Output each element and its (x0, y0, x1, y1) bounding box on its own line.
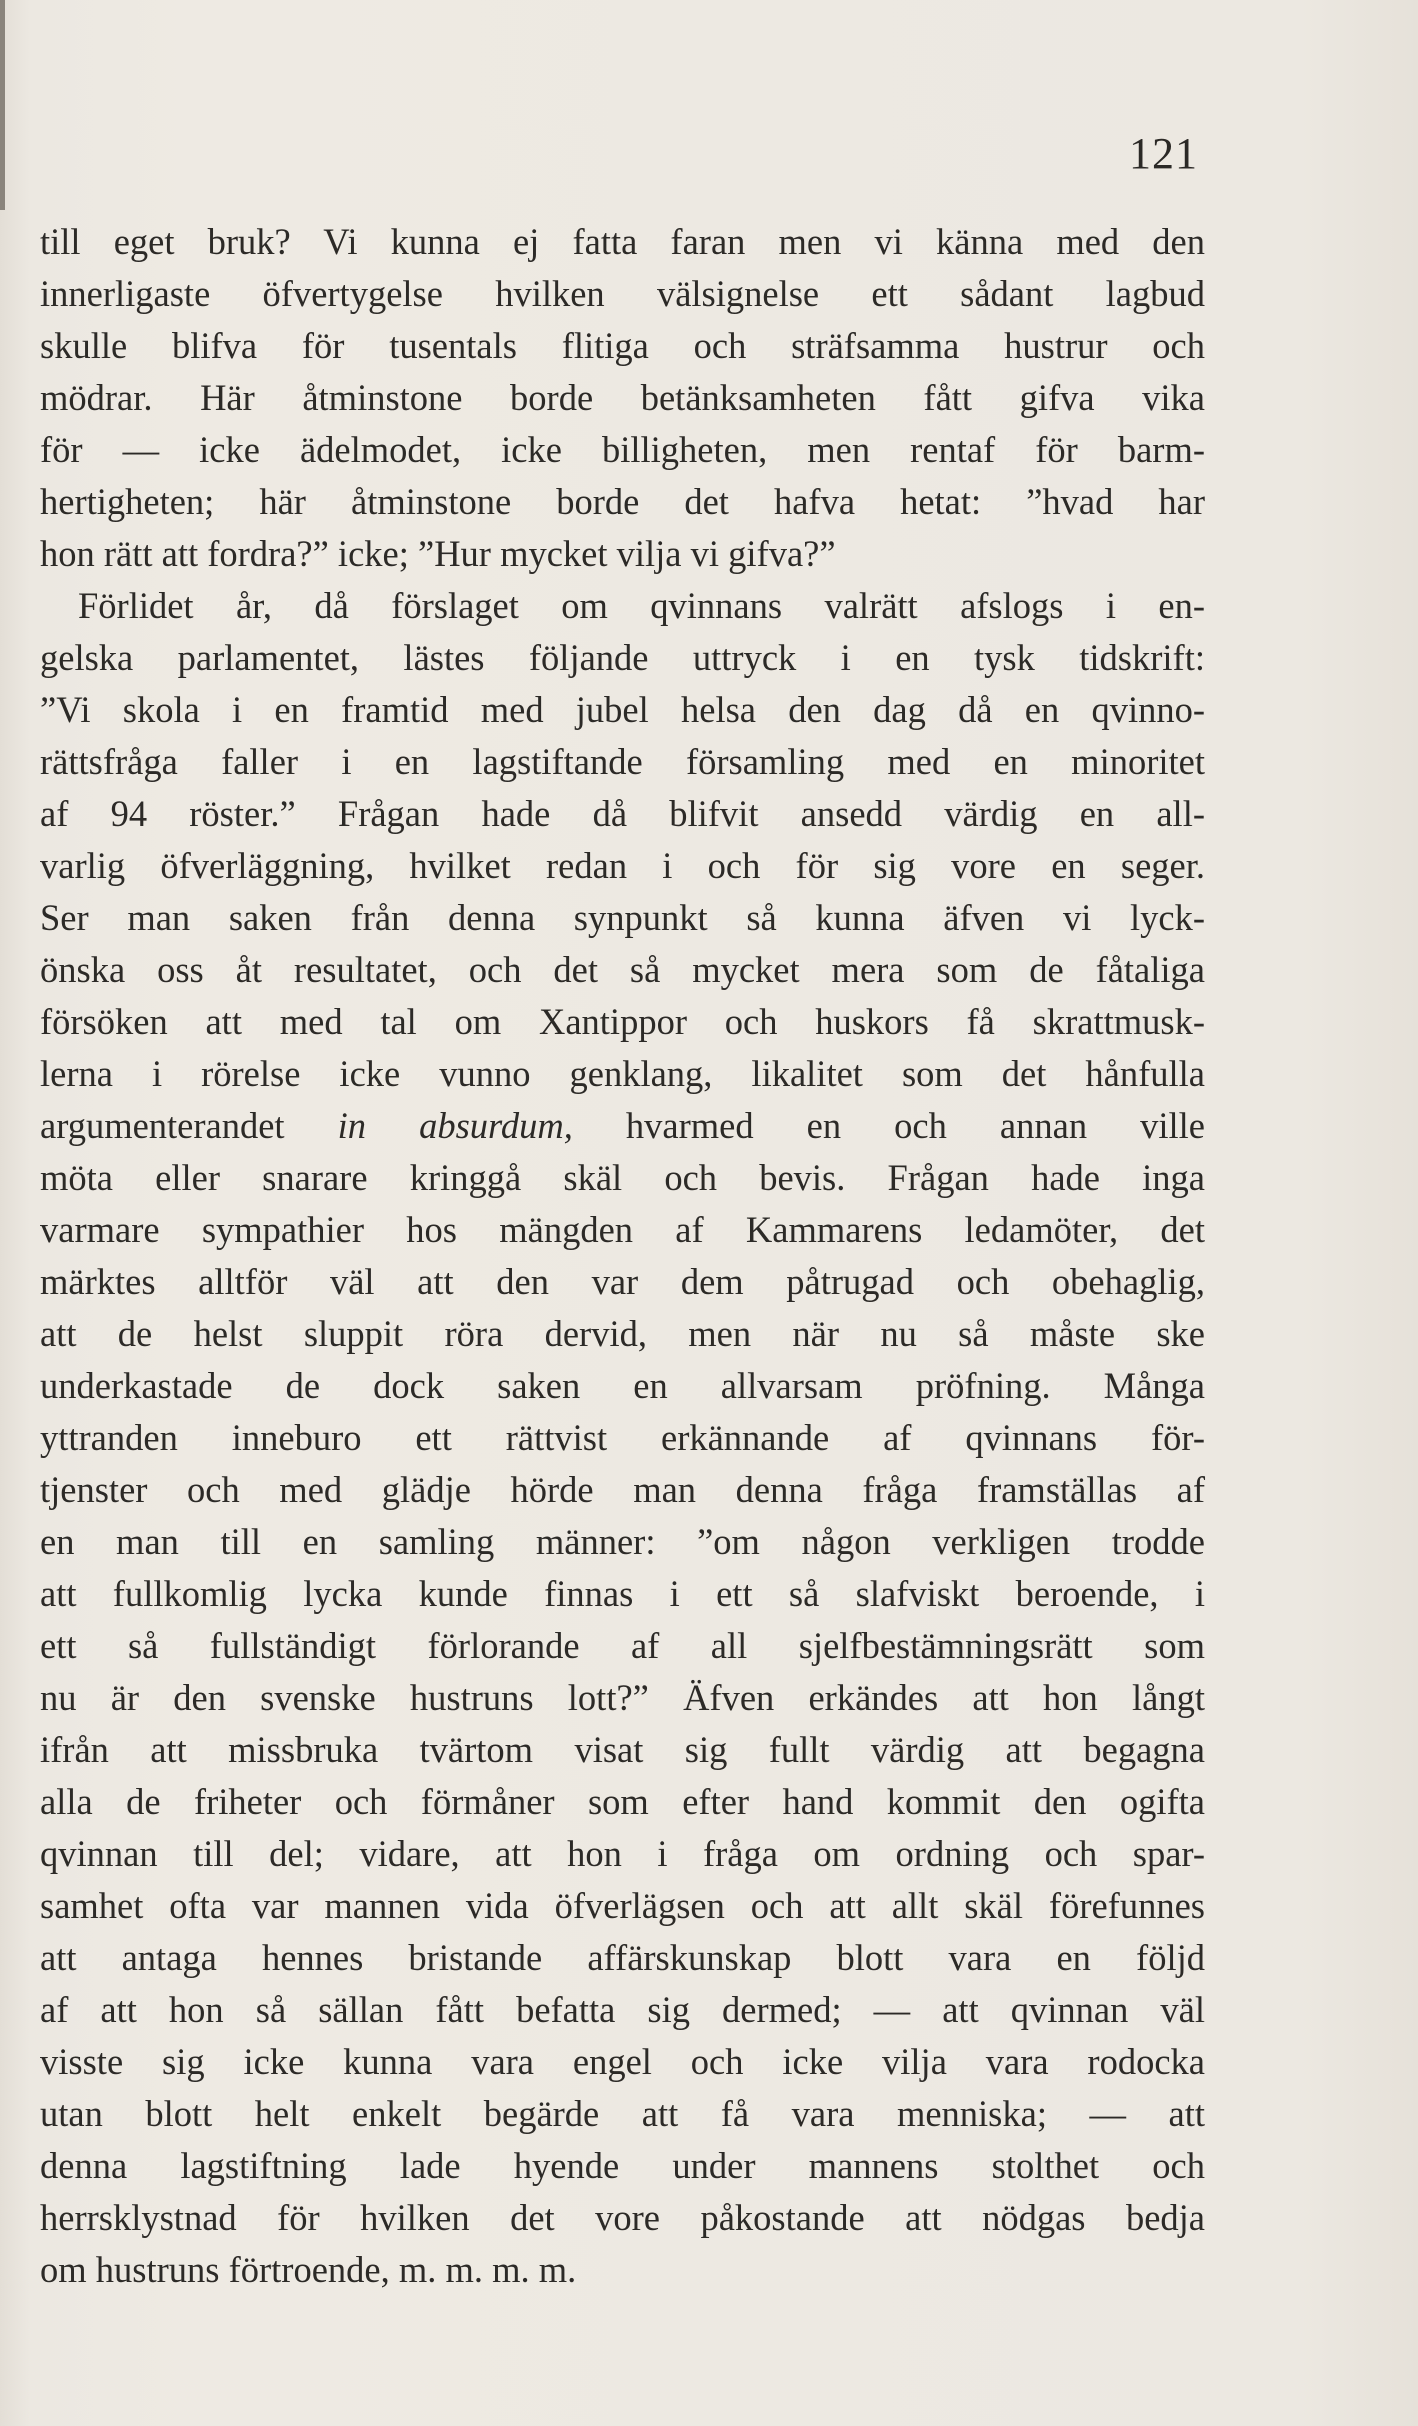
text-line-italic (40, 1101, 1205, 1151)
text-line: varlig öfverläggning, hvilket redan i och för sig vore en seger. (40, 845, 1205, 886)
text-segment: argumenterandet (40, 1105, 338, 1146)
text-line: om hustruns förtroende, m. m. m. m. (40, 2249, 577, 2290)
text-line: skulle blifva för tusentals flitiga och sträfsamma hustrur och (40, 325, 1205, 366)
text-line: mödrar. Här åtminstone borde betänksamheten fått gifva vika (40, 377, 1205, 418)
page-edge-shadow (0, 0, 5, 210)
text-line: ”Vi skola i en framtid med jubel helsa den dag då en qvinno- (40, 689, 1205, 730)
text-line: gelska parlamentet, lästes följande uttryck i en tysk tidskrift: (40, 637, 1205, 678)
text-line: att antaga hennes bristande affärskunskap blott vara en följd (40, 1937, 1205, 1978)
text-line: af att hon så sällan fått befatta sig dermed; — att qvinnan väl (40, 1989, 1205, 2030)
text-line: underkastade de dock saken en allvarsam pröfning. Många (40, 1365, 1205, 1406)
text-line: hertigheten; här åtminstone borde det hafva hetat: ”hvad har (40, 481, 1205, 522)
text-line: utan blott helt enkelt begärde att få vara menniska; — att (40, 2093, 1205, 2134)
text-line: innerligaste öfvertygelse hvilken välsignelse ett sådant lagbud (40, 273, 1205, 314)
text-line: möta eller snarare kringgå skäl och bevis. Frågan hade inga (40, 1157, 1205, 1198)
text-line: till eget bruk? Vi kunna ej fatta faran men vi känna med den (40, 221, 1205, 262)
text-line: rättsfråga faller i en lagstiftande församling med en minoritet (40, 741, 1205, 782)
text-line: Förlidet år, då förslaget om qvinnans valrätt afslogs i en- (78, 585, 1205, 626)
text-line: ifrån att missbruka tvärtom visat sig fullt värdig att begagna (40, 1729, 1205, 1770)
text-line: Ser man saken från denna synpunkt så kunna äfven vi lyck- (40, 897, 1205, 938)
text-line: tjenster och med glädje hörde man denna fråga framställas af (40, 1469, 1205, 1510)
text-line: denna lagstiftning lade hyende under mannens stolthet och (40, 2145, 1205, 2186)
italic-phrase: in absurdum, (337, 1105, 573, 1146)
text-line: yttranden inneburo ett rättvist erkännande af qvinnans för- (40, 1417, 1205, 1458)
text-line: herrsklystnad för hvilken det vore påkostande att nödgas bedja (40, 2197, 1205, 2238)
text-line: försöken att med tal om Xantippor och huskors få skrattmusk- (40, 1001, 1205, 1042)
text-line: af 94 röster.” Frågan hade då blifvit ansedd värdig en all- (40, 793, 1205, 834)
text-line: samhet ofta var mannen vida öfverlägsen och att allt skäl förefunnes (40, 1885, 1205, 1926)
text-line: alla de friheter och förmåner som efter hand kommit den ogifta (40, 1781, 1205, 1822)
text-line: att de helst sluppit röra dervid, men när nu så måste ske (40, 1313, 1205, 1354)
text-line: för — icke ädelmodet, icke billigheten, men rentaf för barm- (40, 429, 1205, 470)
text-line: varmare sympathier hos mängden af Kammarens ledamöter, det (40, 1209, 1205, 1250)
text-line: qvinnan till del; vidare, att hon i fråga om ordning och spar- (40, 1833, 1205, 1874)
text-line: visste sig icke kunna vara engel och icke vilja vara rodocka (40, 2041, 1205, 2082)
text-line: märktes alltför väl att den var dem påtrugad och obehaglig, (40, 1261, 1205, 1302)
text-line: en man till en samling männer: ”om någon verkligen trodde (40, 1521, 1205, 1562)
text-line: att fullkomlig lycka kunde finnas i ett så slafviskt beroende, i (40, 1573, 1205, 1614)
text-line: önska oss åt resultatet, och det så mycket mera som de fåtaliga (40, 949, 1205, 990)
text-line: hon rätt att fordra?” icke; ”Hur mycket vilja vi gifva?” (40, 533, 836, 574)
text-segment: hvarmed en och annan ville (572, 1105, 1206, 1146)
text-line: lerna i rörelse icke vunno genklang, likalitet som det hånfulla (40, 1053, 1205, 1094)
page-number: 121 (1129, 129, 1198, 178)
text-line: nu är den svenske hustruns lott?” Äfven erkändes att hon långt (40, 1677, 1205, 1718)
text-line: ett så fullständigt förlorande af all sjelfbestämningsrätt som (40, 1625, 1205, 1666)
